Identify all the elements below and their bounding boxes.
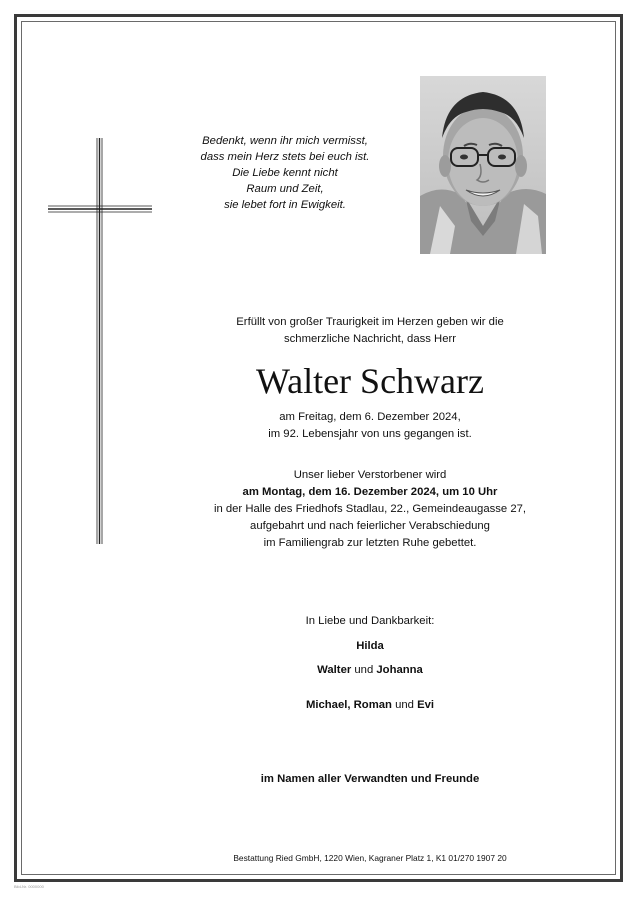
death-line: im 92. Lebensjahr von uns gegangen ist. xyxy=(268,428,472,440)
announcement-intro xyxy=(210,314,530,348)
mourner-name: Johanna xyxy=(376,664,423,676)
intro-line: Erfüllt von großer Traurigkeit im Herzen geben wir die xyxy=(236,316,504,328)
funeral-line: in der Halle des Friedhofs Stadlau, 22., Gemeindeaugasse 27, xyxy=(213,503,527,515)
poem-line: Die Liebe kennt nicht xyxy=(232,167,338,179)
death-line: am Freitag, dem 6. Dezember 2024, xyxy=(279,411,461,423)
funeral-line: Unser lieber Verstorbener wird xyxy=(293,469,447,481)
mourner-name: Walter xyxy=(317,664,352,676)
mourners-intro: In Liebe und Dankbarkeit: xyxy=(305,615,435,627)
funeral-line: im Familiengrab zur letzten Ruhe gebettet. xyxy=(263,537,477,549)
poem-line: Raum und Zeit, xyxy=(246,183,324,195)
mourner-hilda xyxy=(240,638,500,655)
funeral-info xyxy=(200,467,540,552)
footer-funeral-home: Bestattung Ried GmbH, 1220 Wien, Kagraner Platz 1, K1 01/270 1907 20 xyxy=(233,853,507,863)
portrait-photo xyxy=(420,76,546,254)
poem-line: Bedenkt, wenn ihr mich vermisst, xyxy=(202,135,368,147)
mourner-michael-roman-evi xyxy=(240,697,500,714)
poem-line: sie lebet fort in Ewigkeit. xyxy=(224,199,346,211)
image-mark: Bild-Nr. 0000000 xyxy=(14,884,44,889)
mourner-walter-johanna xyxy=(240,662,500,679)
deceased-name: Walter Schwarz xyxy=(256,361,484,401)
mourner-name: Michael, Roman xyxy=(305,699,392,711)
poem-line: dass mein Herz stets bei euch ist. xyxy=(200,151,370,163)
intro-line: schmerzliche Nachricht, dass Herr xyxy=(283,333,456,345)
death-info xyxy=(210,409,530,443)
mourner-connector: und xyxy=(391,699,418,711)
mourner-connector: und xyxy=(351,664,377,676)
closing-line: im Namen aller Verwandten und Freunde xyxy=(260,773,480,785)
funeral-date: am Montag, dem 16. Dezember 2024, um 10 Uhr xyxy=(242,486,498,498)
mourner-name: Hilda xyxy=(356,640,384,652)
cross-icon xyxy=(48,138,152,544)
funeral-line: aufgebahrt und nach feierlicher Verabschiedung xyxy=(250,520,490,532)
poem xyxy=(170,133,400,213)
mourner-name: Evi xyxy=(417,699,435,711)
